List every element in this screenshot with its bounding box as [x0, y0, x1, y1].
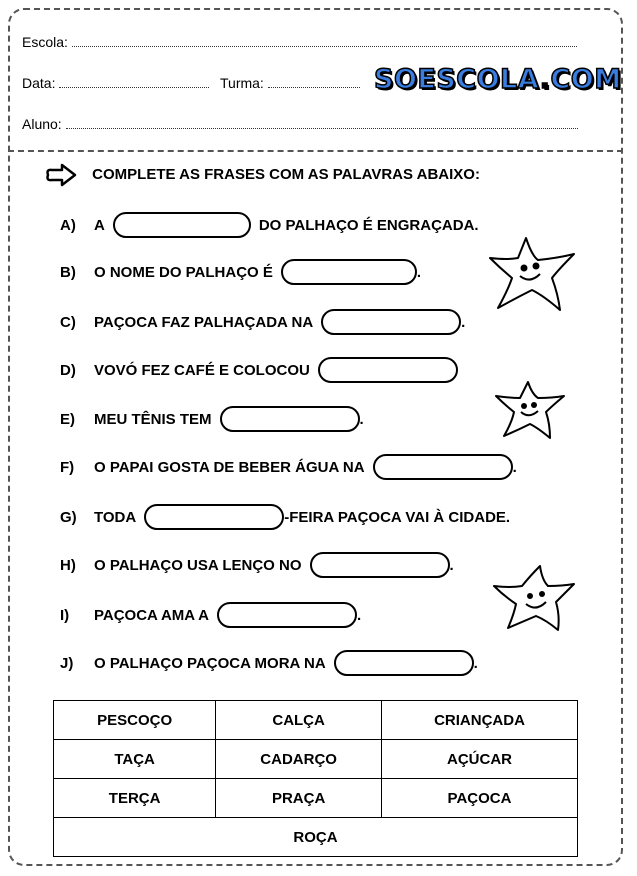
question-text-before: A: [94, 216, 105, 234]
student-label: Aluno:: [22, 116, 62, 132]
answer-blank[interactable]: [310, 552, 450, 578]
question-text-after: .: [473, 654, 478, 672]
school-line[interactable]: [72, 34, 577, 47]
word-bank-table: [53, 700, 578, 857]
question-f: [60, 454, 517, 480]
word-cell: TAÇA: [54, 740, 216, 779]
word-cell: ROÇA: [54, 818, 578, 857]
question-text-before: MEU TÊNIS TEM: [94, 410, 212, 428]
smiling-star-icon: [488, 232, 578, 314]
school-label: Escola:: [22, 34, 68, 50]
question-text-after: DO PALHAÇO É ENGRAÇADA.: [258, 216, 479, 234]
instruction: [44, 162, 480, 188]
question-i: [60, 602, 361, 628]
answer-blank[interactable]: [220, 406, 360, 432]
student-line[interactable]: [66, 116, 578, 129]
question-label: F): [60, 458, 75, 476]
question-c: [60, 309, 465, 335]
question-text-before: O PALHAÇO PAÇOCA MORA NA: [94, 654, 326, 672]
question-text-after: -FEIRA PAÇOCA VAI À CIDADE.: [284, 508, 511, 526]
question-text-after: .: [359, 410, 364, 428]
question-text-after: .: [449, 556, 454, 574]
question-label: D): [60, 361, 76, 379]
question-text-after: .: [512, 458, 517, 476]
answer-blank[interactable]: [144, 504, 284, 530]
logo-text: SOESCOLA: [374, 64, 540, 95]
student-field: [22, 116, 578, 132]
class-label: Turma:: [220, 75, 264, 91]
date-line[interactable]: [59, 75, 209, 88]
answer-blank[interactable]: [321, 309, 461, 335]
question-g: [60, 504, 510, 530]
class-field: [220, 75, 360, 91]
question-a: [60, 212, 479, 238]
smiling-star-icon: [492, 562, 576, 634]
header-divider: [8, 150, 623, 152]
answer-blank[interactable]: [334, 650, 474, 676]
answer-blank[interactable]: [281, 259, 417, 285]
question-label: E): [60, 410, 75, 428]
question-label: G): [60, 508, 77, 526]
instruction-text: COMPLETE AS FRASES COM AS PALAVRAS ABAIXO:: [92, 165, 480, 183]
question-b: [60, 259, 421, 285]
question-j: [60, 650, 478, 676]
date-label: Data:: [22, 75, 56, 91]
word-cell: TERÇA: [54, 779, 216, 818]
answer-blank[interactable]: [217, 602, 357, 628]
question-text-after: .: [357, 606, 362, 624]
table-row: [54, 818, 578, 857]
logo-suffix: COM: [550, 64, 622, 95]
question-text-before: O PAPAI GOSTA DE BEBER ÁGUA NA: [94, 458, 365, 476]
word-cell: CRIANÇADA: [382, 701, 578, 740]
table-row: [54, 701, 578, 740]
answer-blank[interactable]: [373, 454, 513, 480]
word-cell: PAÇOCA: [382, 779, 578, 818]
question-h: [60, 552, 454, 578]
question-text-before: PAÇOCA AMA A: [94, 606, 209, 624]
question-text-after: .: [461, 313, 466, 331]
logo-dot: .: [539, 64, 551, 95]
word-cell: PESCOÇO: [54, 701, 216, 740]
question-label: H): [60, 556, 76, 574]
question-text-after: .: [416, 263, 422, 281]
table-row: [54, 740, 578, 779]
word-cell: CADARÇO: [216, 740, 382, 779]
word-cell: PRAÇA: [216, 779, 382, 818]
question-label: J): [60, 654, 74, 672]
smiling-star-icon: [494, 378, 566, 442]
question-text-before: VOVÓ FEZ CAFÉ E COLOCOU: [94, 361, 310, 379]
question-label: I): [60, 606, 70, 624]
question-e: [60, 406, 364, 432]
question-text-before: O NOME DO PALHAÇO É: [94, 263, 273, 281]
question-label: C): [60, 313, 76, 331]
word-cell: AÇÚCAR: [382, 740, 578, 779]
date-field: [22, 75, 209, 91]
question-label: B): [60, 263, 76, 281]
arrow-right-icon: [44, 162, 78, 188]
table-row: [54, 779, 578, 818]
school-field: [22, 34, 577, 50]
answer-blank[interactable]: [318, 357, 458, 383]
question-label: A): [60, 216, 76, 234]
word-cell: CALÇA: [216, 701, 382, 740]
answer-blank[interactable]: [113, 212, 251, 238]
class-line[interactable]: [268, 75, 360, 88]
question-d: [60, 357, 458, 383]
question-text-before: O PALHAÇO USA LENÇO NO: [94, 556, 302, 574]
soescola-logo: [374, 64, 622, 95]
question-text-before: PAÇOCA FAZ PALHAÇADA NA: [94, 313, 314, 331]
question-text-before: TODA: [94, 508, 137, 526]
